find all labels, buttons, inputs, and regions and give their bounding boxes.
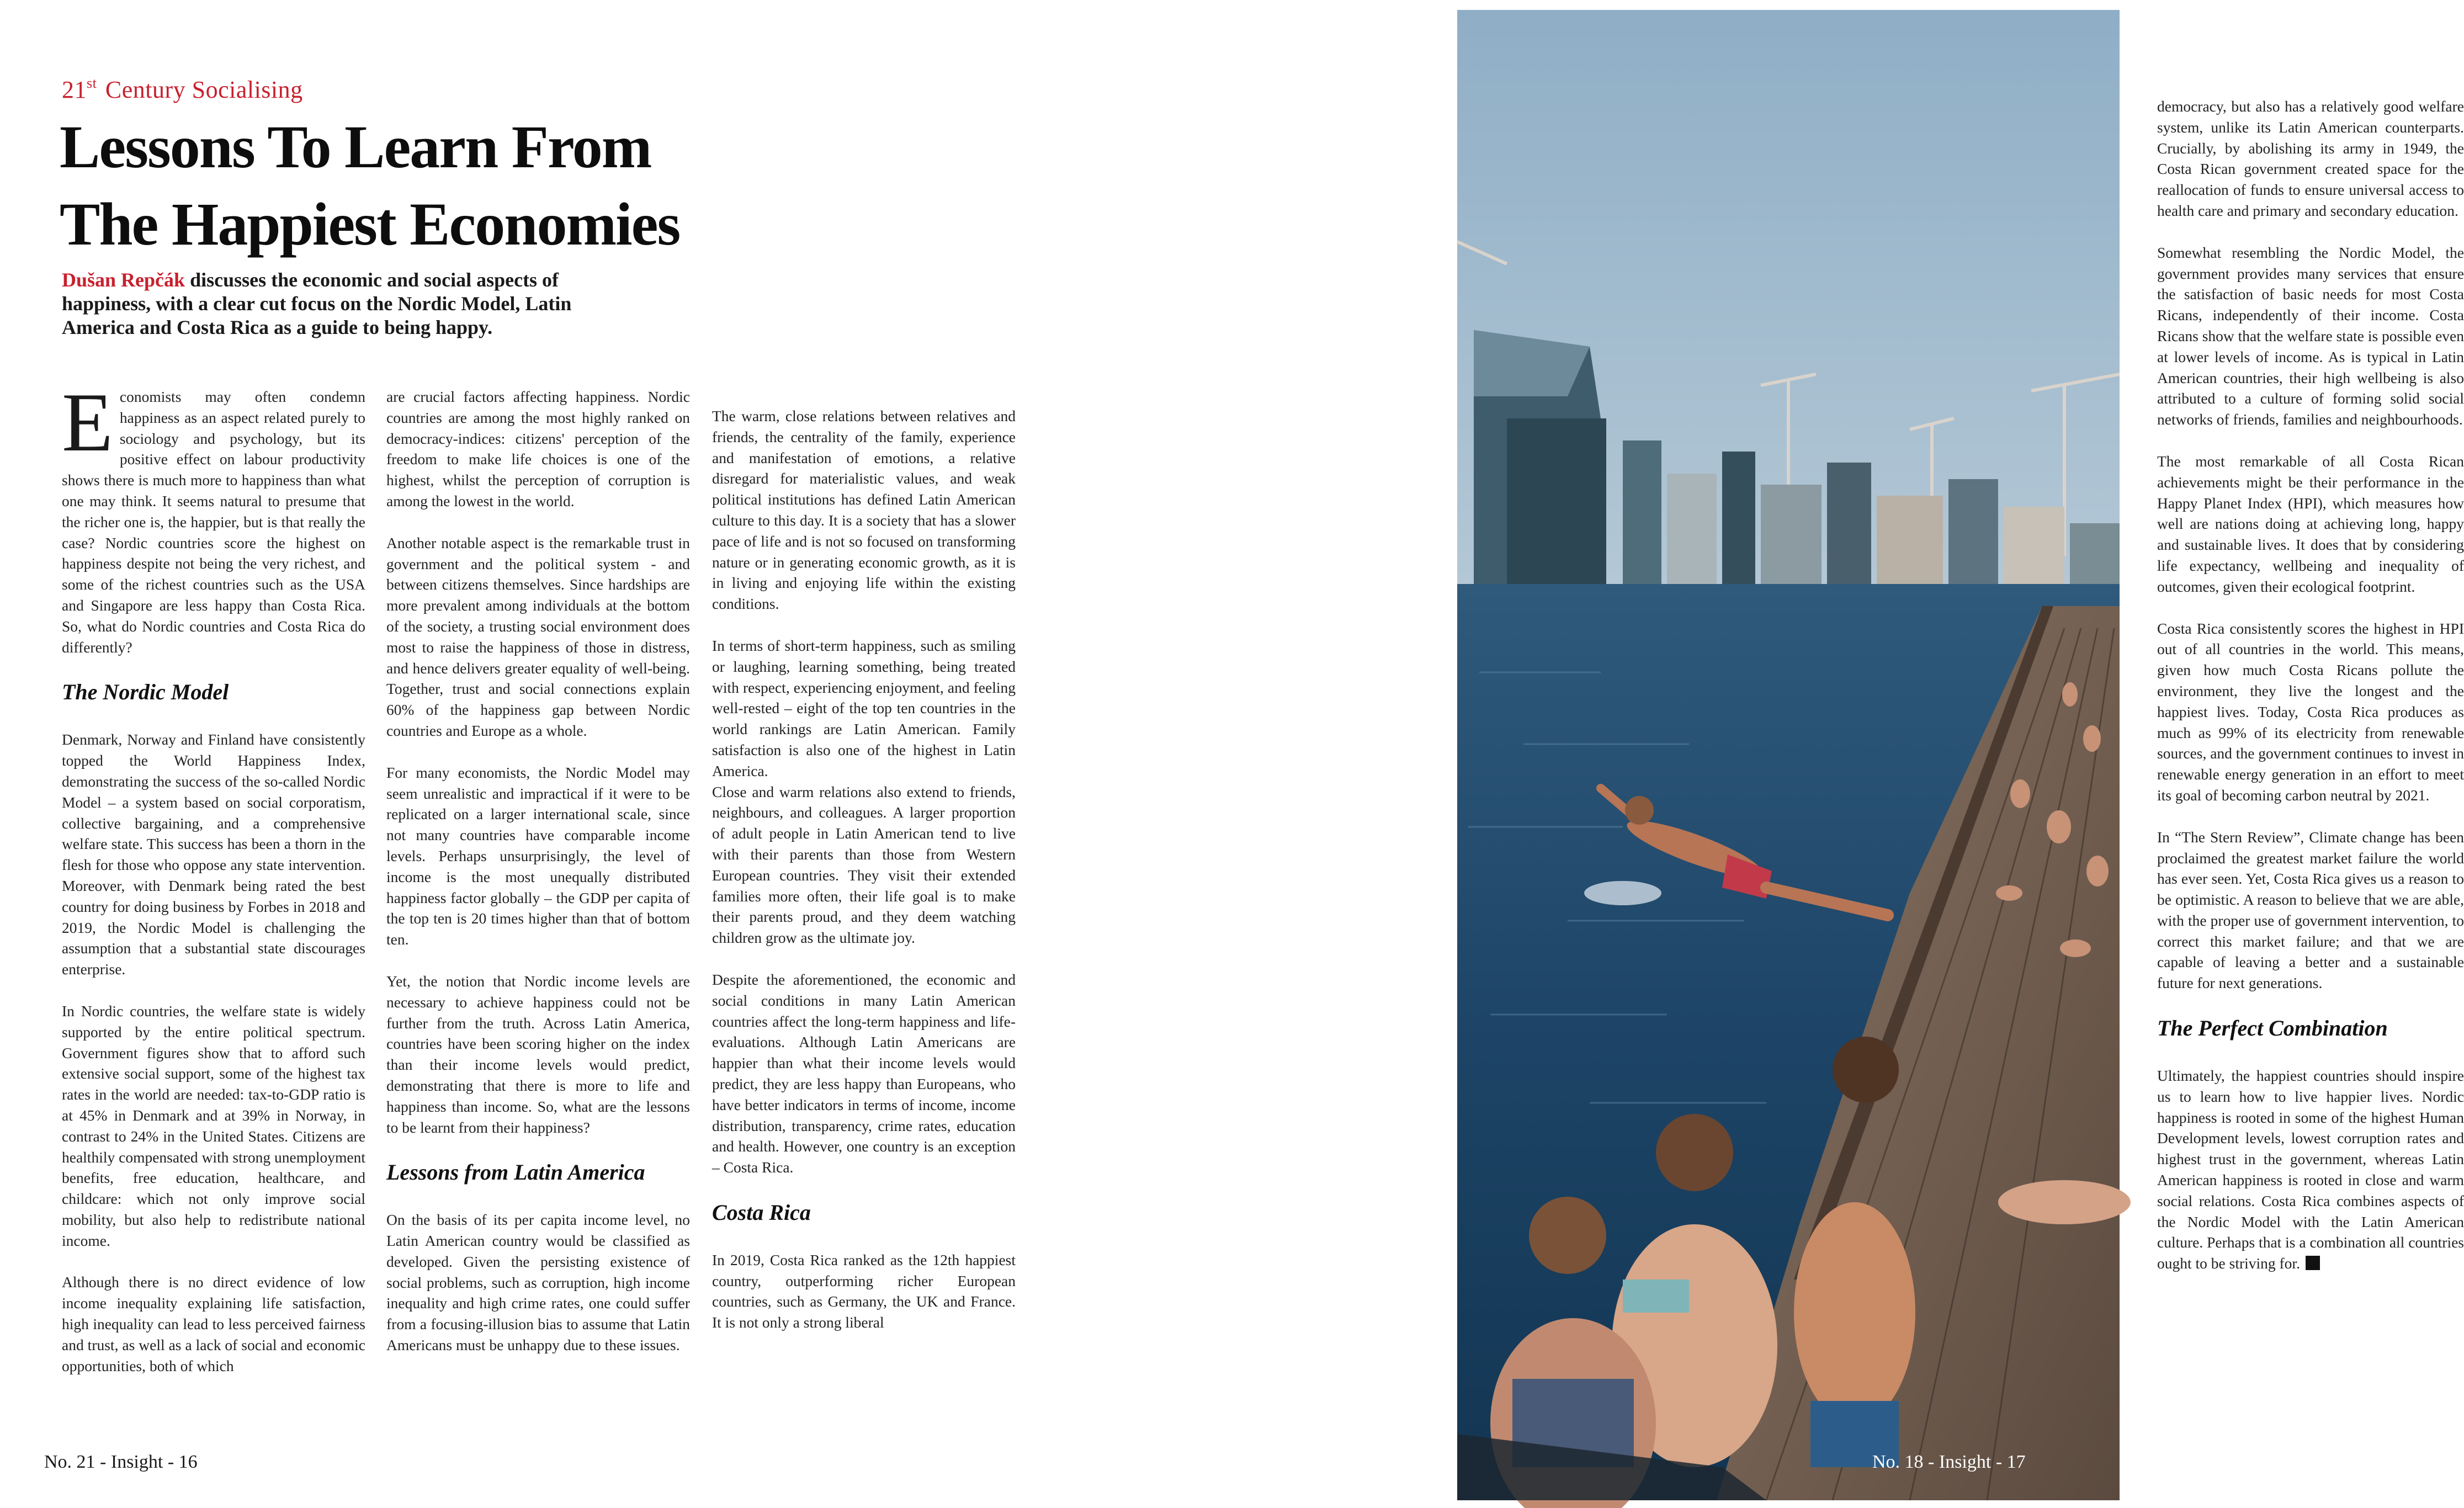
- author-name: Dušan Repčák: [62, 269, 185, 291]
- paragraph: In “The Stern Review”, Climate change has been proclaimed the greatest market failure the world has ever seen. Yet, Costa Rica gives us a reason to be optimistic. A reason to believe that we are able, with the proper use of government intervention, to correct this market failure; and that we are capable of leaving a better and a sustainable future for next generations.: [2157, 828, 2464, 992]
- paragraph: On the basis of its per capita income level, no Latin American country would be classified as developed. Given the persisting existence of social problems, such as corruption, high income inequality and high crime rates, one could suffer from a focusing-illusion bias to assume that Latin Americans must be unhappy due to these issues.: [386, 1211, 690, 1354]
- article-headline: [60, 108, 777, 263]
- paragraph: Yet, the notion that Nordic income levels are necessary to achieve happiness could not be further from the truth. Across Latin America, countries have been scoring higher on the index than their income levels would predict, demonstrating that there is more to life and happiness than income. So, what are the lessons to be learnt from their happiness?: [386, 972, 690, 1136]
- kicker-number: 21: [62, 76, 87, 103]
- paragraph: Another notable aspect is the remarkable trust in government and the political system - and between citizens themselves. Since hardships are more prevalent among individuals at the bottom of the society, a trusting social environment does most to raise the happiness of those in distress, and hence delivers greater equality of well-being. Together, trust and social connections explain 60% of the happiness gap between Nordic countries and Europe as a whole.: [386, 534, 690, 739]
- paragraph: The most remarkable of all Costa Rican achievements might be their performance in the Happy Planet Index (HPI), which measures how well are nations doing at achieving long, happy and sustainable lives. It does that by considering life expectancy, wellbeing and inequality of outcomes, given their ecological footprint.: [2157, 452, 2464, 595]
- paragraph: In terms of short-term happiness, such as smiling or laughing, learning something, being treated with respect, experiencing enjoyment, and feeling well-rested – eight of the top ten countries in the world rankings are Latin American. Family satisfaction is also one of the highest in Latin America.: [712, 636, 1016, 779]
- headline-line-1: Lessons To Learn From: [60, 113, 651, 180]
- folio-left: No. 21 - Insight - 16: [44, 1452, 198, 1472]
- standfirst-text: discusses the economic and social aspects of happiness, with a clear cut focus on the Nordic Model, Latin America and Costa Rica as a guide to being happy.: [62, 269, 572, 338]
- heading-nordic-model: The Nordic Model: [62, 679, 229, 705]
- standfirst: [62, 268, 603, 339]
- paragraph: In 2019, Costa Rica ranked as the 12th happiest country, outperforming richer European countries, such as Germany, the UK and France. It is not only a strong liberal: [712, 1251, 1016, 1331]
- drop-cap: E: [62, 376, 113, 469]
- heading-perfect-combination: The Perfect Combination: [2157, 1016, 2388, 1041]
- heading-costa-rica: Costa Rica: [712, 1199, 811, 1225]
- paragraph: Despite the aforementioned, the economic and social conditions in many Latin American countries affect the long-term happiness and life-evaluations. Although Latin Americans are happier than what their income levels would predict, they are less happy than Europeans, who have better indicators in terms of income, income distribution, transparency, crime rates, education and health. However, one country is an exception – Costa Rica.: [712, 970, 1016, 1176]
- paragraph: Somewhat resembling the Nordic Model, the government provides many services that ensure the satisfaction of basic needs for most Costa Ricans, independently of their income. Costa Ricans show that the welfare state is possible even at lower levels of income. As is typical in Latin American countries, their high wellbeing is also attributed to a culture of forming solid social networks of friends, families and neighbourhoods.: [2157, 243, 2464, 428]
- folio-right: No. 18 - Insight - 17: [1872, 1452, 2026, 1472]
- kicker-ordinal: st: [87, 75, 97, 91]
- heading-latin-america: Lessons from Latin America: [386, 1160, 645, 1185]
- paragraph: [2157, 1065, 2464, 1274]
- paragraph: democracy, but also has a relatively good welfare system, unlike its Latin American counterparts. Crucially, by abolishing its army in 1949, the Costa Rican government created space for the reallocation of funds to ensure universal access to health care and primary and secondary education.: [2157, 98, 2464, 219]
- intro-paragraph: [62, 376, 365, 657]
- headline-line-2: The Happiest Economies: [60, 190, 680, 258]
- end-mark-icon: [2306, 1256, 2320, 1270]
- column-2: [386, 386, 690, 1356]
- paragraph: Close and warm relations also extend to friends, neighbours, and colleagues. A larger proportion of adult people in Latin American tend to live with their parents than those from Western European countries. They visit their extended families more often, their life goal is to make their parents proud, and they deem watching children grow as the ultimate joy.: [712, 783, 1016, 947]
- section-kicker: [62, 75, 303, 104]
- swimmers-on-harbour-pier-photo: [1457, 10, 2120, 1500]
- paragraph: For many economists, the Nordic Model may seem unrealistic and impractical if it were to be replicated on a larger international scale, since not many countries have comparable income levels. Perhaps unsurprisingly, the level of income is the most unequally distributed happiness factor globally – the GDP per capita of the top ten is 20 times higher than that of bottom ten.: [386, 763, 690, 948]
- paragraph: are crucial factors affecting happiness. Nordic countries are among the most highly ranked on democracy-indices: citizens' perception of the freedom to make life choices is one of the highest, whilst the perception of corruption is among the lowest in the world.: [386, 388, 690, 509]
- column-4: [2157, 96, 2464, 1295]
- paragraph: The warm, close relations between relatives and friends, the centrality of the family, experience and manifestation of emotions, a relative disregard for materialistic values, and weak political institutions has defined Latin American culture to this day. It is a society that has a slower pace of life and is not so focused on transforming nature or in generating economic growth, as it is in living and enjoying life within the existing conditions.: [712, 407, 1016, 613]
- column-3: [712, 406, 1016, 1333]
- intro-text: conomists may often condemn happiness as an aspect related purely to sociology and psychology, but its positive effect on labour productivity shows there is much more to happiness than what one may think. It seems natural to presume that the richer one is, the happier, but is that really the case? Nordic countries score the highest on happiness despite not being the very richest, and some of the richest countries such as the USA and Singapore are less happy than Costa Rica. So, what do Nordic countries and Costa Rica do differently?: [62, 388, 365, 656]
- left-page: [0, 0, 1060, 1508]
- kicker-text: Century Socialising: [105, 76, 303, 103]
- closing-text: Ultimately, the happiest countries should inspire us to learn how to live happier lives. Nordic happiness is rooted in some of the highest Human Development levels, lowest corruption rates and highest trust in the government, whereas Latin American happiness is rooted in close and warm social relations. Costa Rica combines aspects of the Nordic Model with the Latin American culture. Perhaps that is a combination all countries ought to be striving for.: [2157, 1067, 2464, 1272]
- paragraph: Although there is no direct evidence of low income inequality explaining life satisfaction, high inequality can lead to less perceived fairness and trust, as well as a lack of social and economic opportunities, both of which: [62, 1273, 365, 1374]
- column-1: [62, 376, 365, 1376]
- paragraph: Costa Rica consistently scores the highest in HPI out of all countries in the world. This means, given how much Costa Ricans pollute the environment, they live the longest and the happiest lives. Today, Costa Rica produces as much as 99% of its electricity from renewable sources, and the government continues to invest in renewable energy generation in an effort to meet its goal of becoming carbon neutral by 2021.: [2157, 619, 2464, 804]
- paragraph: In Nordic countries, the welfare state is widely supported by the entire political spectrum. Government figures show that to afford such extensive social support, some of the highest tax rates in the world are needed: tax-to-GDP ratio is at 45% in Denmark and at 39% in Norway, in contrast to 24% in the United States. Citizens are healthily compensated with strong unemployment benefits, free education, healthcare, and childcare: which not only improve social mobility, but also help to redistribute national income.: [62, 1002, 365, 1249]
- paragraph: Denmark, Norway and Finland have consistently topped the World Happiness Index, demonstrating the success of the so-called Nordic Model – a system based on social corporatism, collective bargaining, and a comprehensive welfare state. This success has been a thorn in the flesh for those who oppose any state intervention. Moreover, with Denmark being rated the best country for doing business by Forbes in 2018 and 2019, the Nordic Model is challenging the assumption that a substantial state discourages enterprise.: [62, 731, 365, 978]
